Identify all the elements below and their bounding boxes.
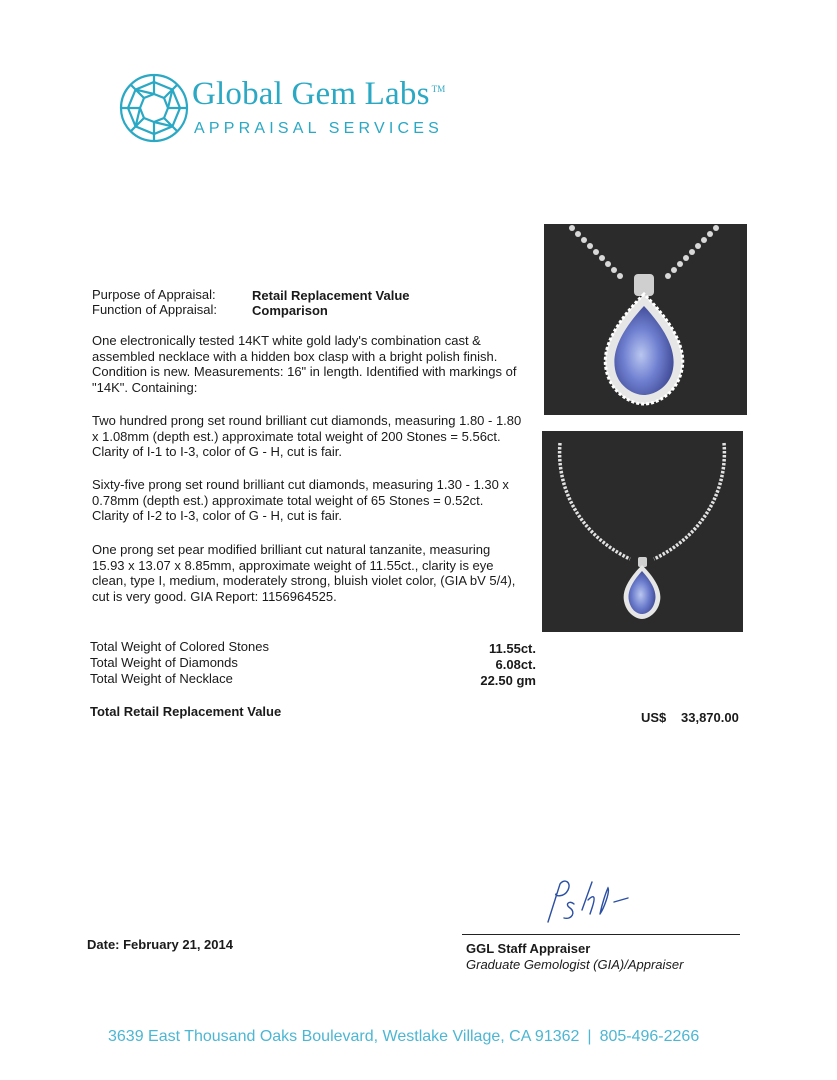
diamonds-description-1: Two hundred prong set round brilliant cut diamonds, measuring 1.80 - 1.80 x 1.08mm (depth est.) approximate total weight of 200 Stones = 5.56ct. Clarity of I-1 to I-3, color of G - H, cut is fair. <box>92 413 522 459</box>
full-necklace-photo <box>542 431 743 632</box>
footer-address: 3639 East Thousand Oaks Boulevard, Westlake Village, CA 91362 <box>108 1028 580 1045</box>
trademark: TM <box>431 84 446 94</box>
grand-total-currency: US$ <box>641 710 667 725</box>
tanzanite-description: One prong set pear modified brilliant cut natural tanzanite, measuring 15.93 x 13.07 x 8.85mm, approximate weight of 11.55ct., clarity is eye clean, type I, medium, moderately strong, bluish violet color, (GIA bV 5/4), cut is very good. GIA Report: 1156964525. <box>92 542 516 604</box>
gem-logo-icon <box>118 72 190 144</box>
total-necklace-value: 22.50 gm <box>480 673 536 688</box>
footer-contact <box>108 1028 699 1046</box>
total-colored-stones-value: 11.55ct. <box>489 641 536 656</box>
footer-separator: | <box>587 1028 592 1045</box>
brand-name <box>192 76 446 113</box>
brand-subtitle: APPRAISAL SERVICES <box>194 120 444 137</box>
appraiser-signature <box>530 874 650 934</box>
function-value: Comparison <box>252 303 328 318</box>
signature-line <box>462 934 740 935</box>
footer-phone: 805-496-2266 <box>599 1028 700 1045</box>
brand-name-text: Global Gem Labs <box>192 76 430 112</box>
total-diamonds-value: 6.08ct. <box>495 657 536 672</box>
necklace-description: One electronically tested 14KT white gold lady's combination cast & assembled necklace with a hidden box clasp with a bright polish finish. Condition is new. Measurements: 16" in length. Identified with markings of "14K". Containing: <box>92 333 517 395</box>
pendant-closeup-photo <box>544 224 747 415</box>
grand-total-label: Total Retail Replacement Value <box>90 704 282 719</box>
total-necklace-label: Total Weight of Necklace <box>90 671 233 686</box>
function-label: Function of Appraisal: <box>92 302 218 317</box>
grand-total-amount: 33,870.00 <box>681 710 739 725</box>
appraisal-date: Date: February 21, 2014 <box>87 937 233 952</box>
diamonds-description-2: Sixty-five prong set round brilliant cut diamonds, measuring 1.30 - 1.30 x 0.78mm (depth est.) approximate total weight of 65 Stones = 0.52ct. Clarity of I-2 to I-3, color of G - H, cut is fair. <box>92 477 509 523</box>
purpose-label: Purpose of Appraisal: <box>92 287 216 302</box>
total-colored-stones-label: Total Weight of Colored Stones <box>90 639 269 654</box>
appraiser-title: Graduate Gemologist (GIA)/Appraiser <box>466 957 684 972</box>
total-diamonds-label: Total Weight of Diamonds <box>90 655 238 670</box>
purpose-value: Retail Replacement Value <box>252 288 410 303</box>
appraiser-name: GGL Staff Appraiser <box>466 941 591 956</box>
